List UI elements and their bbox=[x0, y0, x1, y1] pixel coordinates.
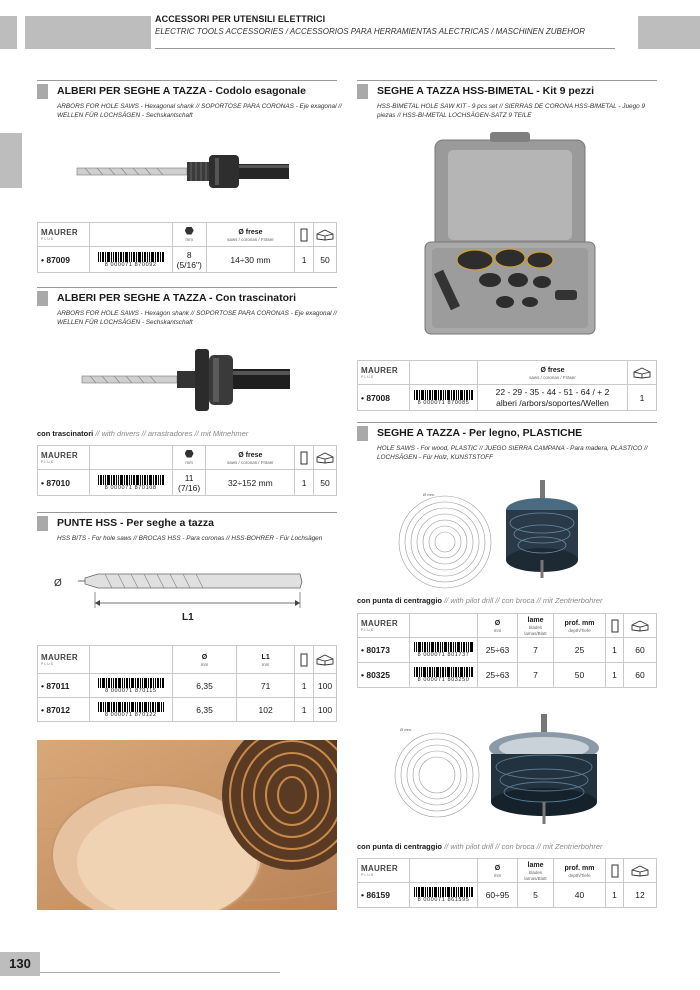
barcode bbox=[98, 678, 164, 688]
section-title: SEGHE A TAZZA - Per legno, PLASTICHE bbox=[377, 427, 583, 439]
box-pack-icon bbox=[316, 452, 334, 464]
spec-table-wood-saws: MAURER PLUS Ø mm lame blades lamas/Blatt prof. mm depth/Tiefe • 80173 8 000071 801737 25÷63 7 25 1 60 • 80325 8 000071 803250 25÷63 7 50 1 60 bbox=[357, 613, 657, 688]
hexagon-icon bbox=[185, 227, 194, 235]
page-header-title: ACCESSORI PER UTENSILI ELETTRICI bbox=[155, 14, 326, 24]
caption-pilot-drill: con punta di centraggio // with pilot drill // con broca // mit Zentrierbohrer bbox=[357, 596, 603, 605]
arbor-with-drivers-image bbox=[80, 345, 295, 415]
section-title: SEGHE A TAZZA HSS-BIMETAL - Kit 9 pezzi bbox=[377, 85, 595, 97]
section-arbors-hex bbox=[37, 80, 342, 120]
footer-divider bbox=[40, 972, 280, 973]
table-row: • 86159 8 000071 861595 60÷95 5 40 1 12 bbox=[358, 883, 657, 908]
side-tab bbox=[0, 133, 22, 188]
hex-arbor-image bbox=[75, 150, 295, 195]
caption-drivers: con trascinatori // with drivers // arrastradores // mit Mitnehmer bbox=[37, 429, 249, 438]
spec-table-87010: MAURER PLUS mm Ø frese saws / coronas / Fräser • 87010 8 000071 870108 11 (7/16) 32÷152 mm 1 50 bbox=[37, 445, 337, 496]
brand-logo: MAURER PLUS bbox=[358, 859, 410, 883]
section-subtitle: ARBORS FOR HOLE SAWS - Hexagon shank // SOPORTOSE PARA CORONAS - Eje exagonal // WELLEN FÜR LOCHSÄGEN - Sechskantschaft bbox=[57, 310, 337, 326]
page-number: 130 bbox=[0, 952, 40, 976]
brand-logo: MAURER PLUS bbox=[38, 446, 90, 470]
box-pack-icon bbox=[631, 865, 649, 877]
table-row: • 87012 8 000071 870122 6,35 102 1 100 bbox=[38, 698, 337, 722]
box-pack-icon bbox=[631, 620, 649, 632]
section-subtitle: HSS BITS - For hole saws // BROCAS HSS - Para coronas // HSS-BOHRER - Für Lochsägen bbox=[57, 535, 323, 542]
section-marker bbox=[37, 291, 48, 306]
barcode bbox=[98, 475, 164, 485]
section-arbors-drivers bbox=[37, 287, 337, 327]
box-pack-icon bbox=[316, 229, 334, 241]
caption-pilot-drill-2: con punta di centraggio // with pilot drill // con broca // mit Zentrierbohrer bbox=[357, 842, 603, 851]
section-subtitle: HSS-BIMETAL HOLE SAW KIT - 9 pcs set // SIERRAS DE CORONA HSS-BIMETAL - Juego 9 piezas // HSS-BI-METAL LOCHSÄGEN-SATZ 9 TEILE bbox=[377, 103, 646, 119]
barcode bbox=[414, 642, 474, 652]
spec-table-hss-bits: MAURER PLUS Ø mm L1 mm • 87011 8 000071 870115 6,35 71 1 100 • 87012 8 000071 870122 6,35 102 1 100 bbox=[37, 645, 337, 722]
header-divider bbox=[155, 48, 615, 49]
barcode bbox=[98, 252, 164, 262]
table-row: • 87008 8 000071 870085 22 - 29 - 35 - 44 - 51 - 64 / + 2 alberi /arbors/soportes/Wellen 1 bbox=[358, 385, 657, 411]
single-pack-icon bbox=[300, 451, 308, 465]
single-pack-icon bbox=[300, 653, 308, 667]
table-row: • 80173 8 000071 801737 25÷63 7 25 1 60 bbox=[358, 638, 657, 663]
section-marker bbox=[37, 84, 48, 99]
section-marker bbox=[37, 516, 48, 531]
section-title: ALBERI PER SEGHE A TAZZA - Con trascinatori bbox=[57, 292, 296, 304]
barcode bbox=[414, 390, 474, 400]
section-subtitle: HOLE SAWS - For wood, PLASTIC // JUEGO SIERRA CAMPANA - Para madera, PLASTICO // LOCHSÄGEN - Für Holz, KUNSTSTOFF bbox=[377, 445, 648, 461]
concentric-sizes-diagram bbox=[395, 490, 500, 590]
corner-tab-left bbox=[0, 16, 17, 49]
section-title: PUNTE HSS - Per seghe a tazza bbox=[57, 517, 214, 529]
box-pack-icon bbox=[633, 367, 651, 379]
single-pack-icon bbox=[300, 228, 308, 242]
hole-saw-set-image bbox=[500, 478, 590, 583]
box-pack-icon bbox=[316, 654, 334, 666]
section-marker bbox=[357, 426, 368, 441]
table-row: • 80325 8 000071 803250 25÷63 7 50 1 60 bbox=[358, 663, 657, 688]
page-header-subtitle: ELECTRIC TOOLS ACCESSORIES / ACCESSORIOS PARA HERRAMIENTAS ALECTRICAS / MASCHINEN ZUBEHOR bbox=[155, 27, 586, 36]
spec-table-86159: MAURER PLUS Ø mm lame blades lamas/Blatt prof. mm depth/Tiefe • 86159 8 000071 861595 60÷95 5 40 1 12 bbox=[357, 858, 657, 908]
brand-logo: MAURER PLUS bbox=[38, 223, 90, 247]
table-row: • 87011 8 000071 870115 6,35 71 1 100 bbox=[38, 674, 337, 698]
hexagon-icon bbox=[185, 450, 194, 458]
section-marker bbox=[357, 84, 368, 99]
corner-tab-right bbox=[638, 16, 700, 49]
barcode bbox=[414, 667, 474, 677]
wood-cutting-photo bbox=[37, 740, 337, 910]
section-hss-bits bbox=[37, 512, 337, 548]
spec-table-87008: MAURER PLUS Ø frese saws / coronas / Fräser • 87008 8 000071 870085 22 - 29 - 35 - 44 - 51 - 64 / + 2 alberi /arbors/soportes/Wellen 1 bbox=[357, 360, 657, 411]
hole-saw-large-image bbox=[485, 712, 610, 827]
hss-bit-diagram bbox=[50, 568, 310, 624]
section-hole-saws-wood bbox=[357, 422, 657, 462]
section-bimetal-kit bbox=[357, 80, 657, 120]
spec-table-87009: MAURER PLUS mm Ø frese saws / coronas / Fräser • 87009 8 000071 870092 8 (5/16") 14÷30 mm 1 50 bbox=[37, 222, 337, 273]
single-pack-icon bbox=[611, 864, 619, 878]
brand-logo: MAURER PLUS bbox=[358, 614, 410, 638]
diameter-mm-label: Ø mm. bbox=[423, 492, 435, 497]
barcode bbox=[98, 702, 164, 712]
brand-logo: MAURER PLUS bbox=[38, 646, 90, 674]
concentric-sizes-diagram-large bbox=[392, 725, 482, 820]
table-row: • 87009 8 000071 870092 8 (5/16") 14÷30 mm 1 50 bbox=[38, 247, 337, 273]
table-row: • 87010 8 000071 870108 11 (7/16) 32÷152 mm 1 50 bbox=[38, 470, 337, 496]
section-title: ALBERI PER SEGHE A TAZZA - Codolo esagonale bbox=[57, 85, 306, 97]
single-pack-icon bbox=[611, 619, 619, 633]
diameter-label: Ø bbox=[54, 578, 62, 589]
section-subtitle: ARBORS FOR HOLE SAWS - Hexagonal shank // SOPORTOSE PARA CORONAS - Eje exagonal // WELLEN FÜR LOCHSÄGEN - Sechskantschaft bbox=[57, 103, 342, 119]
barcode bbox=[414, 887, 474, 897]
diameter-mm-label: Ø mm. bbox=[400, 727, 412, 732]
header-tab bbox=[25, 16, 151, 49]
brand-logo: MAURER PLUS bbox=[358, 361, 410, 385]
length-label: L1 bbox=[182, 612, 194, 623]
hole-saw-kit-case-image bbox=[420, 130, 600, 340]
